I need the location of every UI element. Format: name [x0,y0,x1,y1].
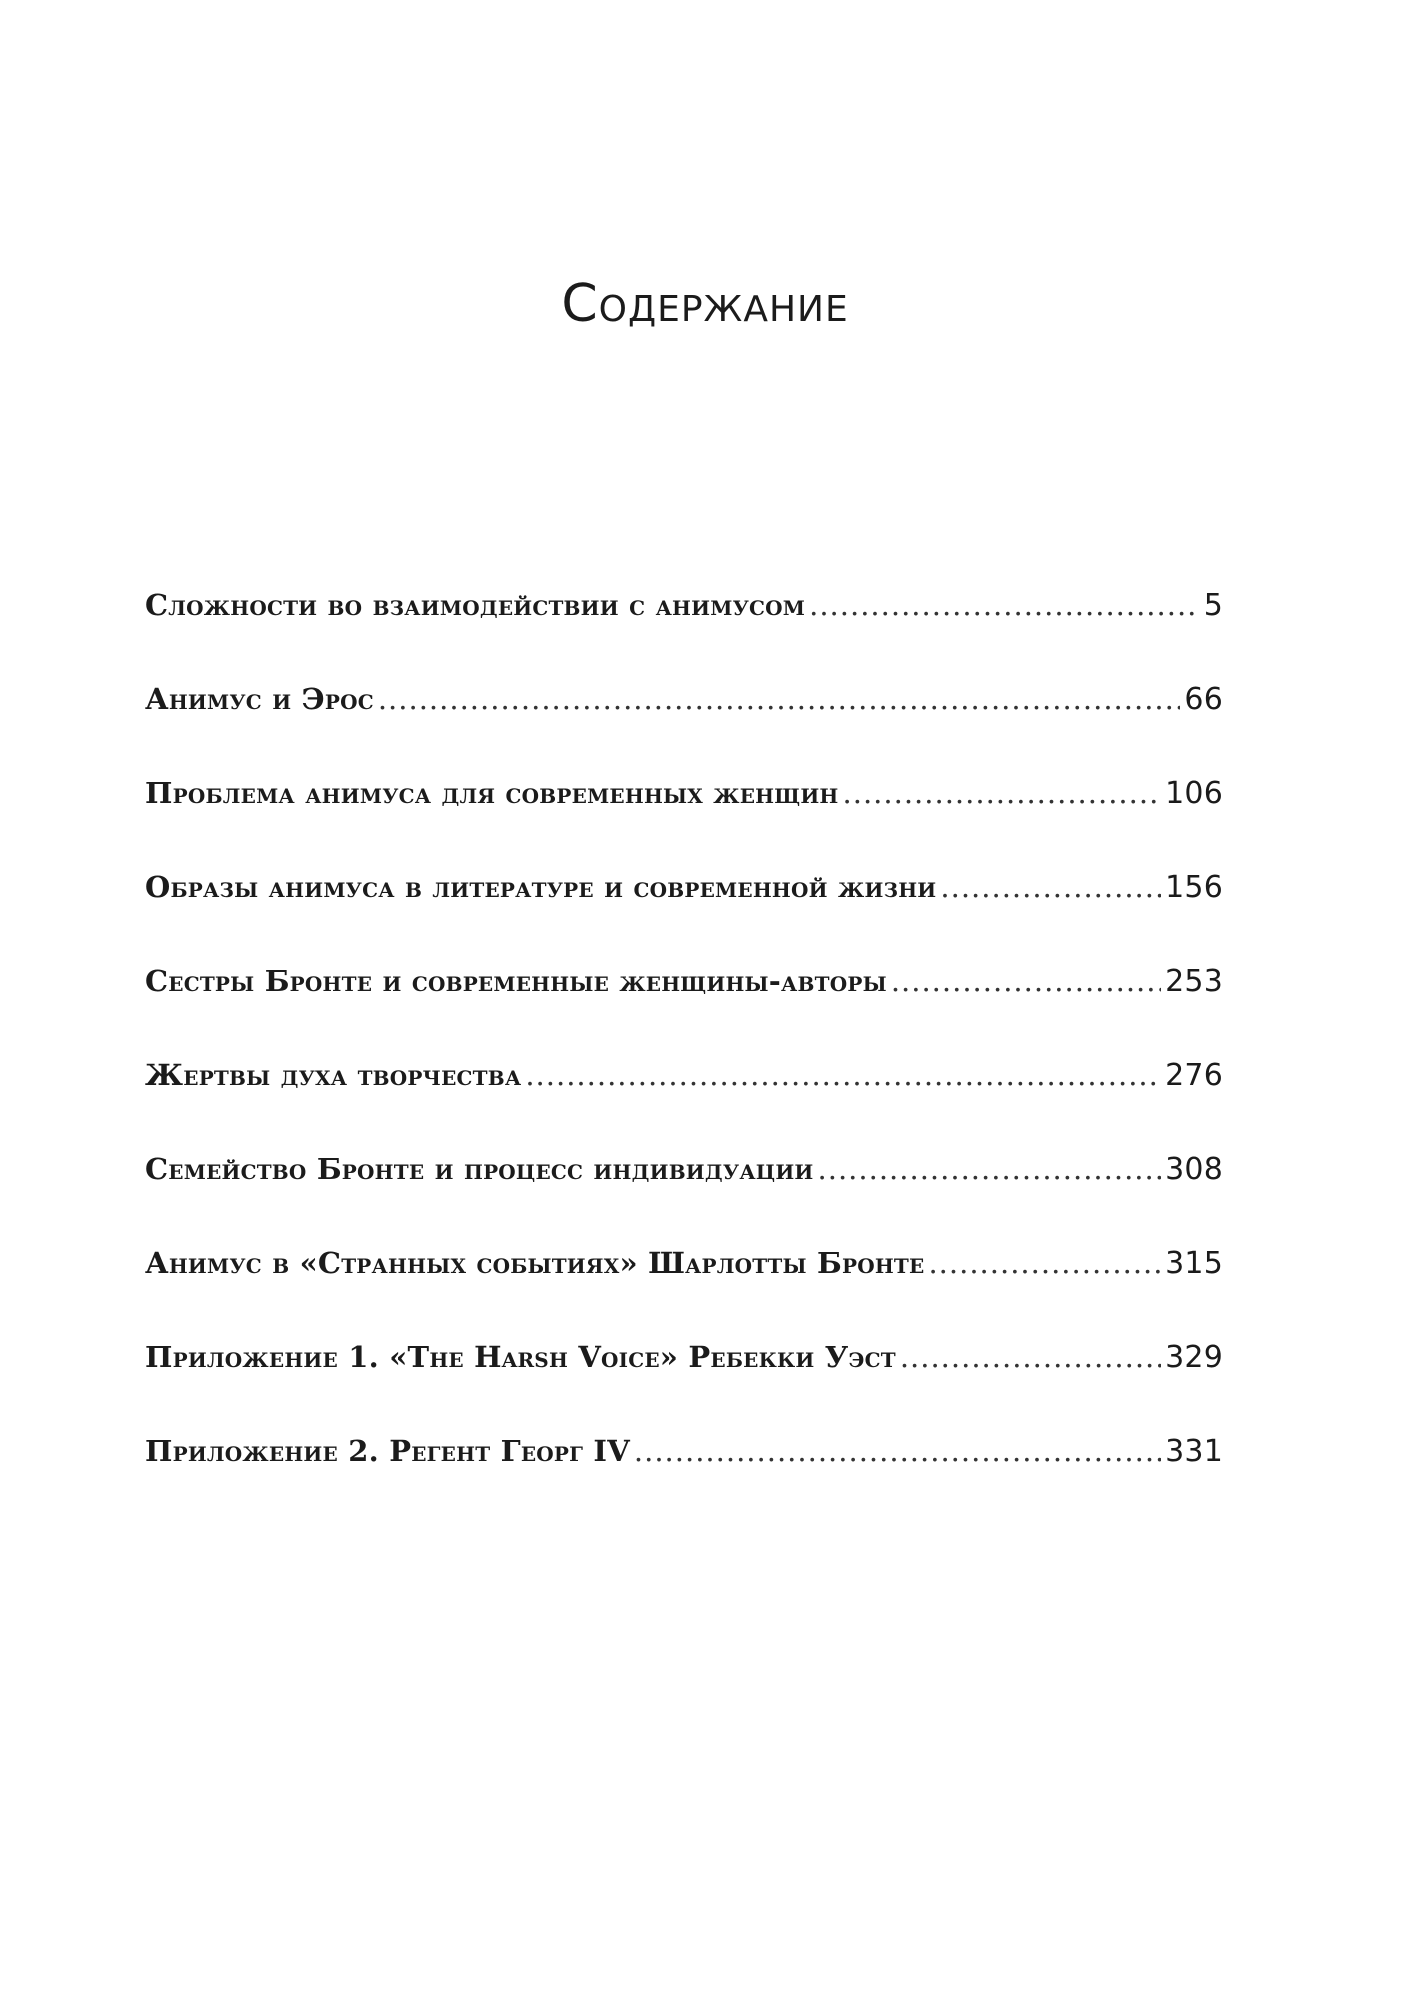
dot-leader [378,682,1181,716]
toc-page-number: 156 [1165,870,1223,905]
dot-leader [525,1058,1161,1092]
toc-page-number: 5 [1203,588,1223,623]
toc-entry [145,1434,1223,1528]
toc-entry-title: Анимус и Эрос [145,682,374,716]
toc-page-number: 276 [1165,1058,1223,1093]
dot-leader [928,1246,1161,1280]
toc-page-number: 329 [1165,1340,1223,1375]
toc-entry-title: Анимус в «Странных событиях» Шарлотты Бронте [145,1246,925,1280]
dot-leader [940,870,1161,904]
toc-page-number: 253 [1165,964,1223,999]
toc-entry [145,776,1223,870]
toc-entry-title: Приложение 2. Регент Георг IV [145,1434,630,1468]
dot-leader [891,964,1161,998]
dot-leader [900,1340,1161,1374]
toc-entry [145,588,1223,682]
toc-page-number: 308 [1165,1152,1223,1187]
page-title: Содержание [561,274,849,334]
toc-entry [145,1246,1223,1340]
toc-entry [145,1058,1223,1152]
dot-leader [843,776,1162,810]
toc-entry [145,1152,1223,1246]
toc-entry-title: Жертвы духа творчества [145,1058,522,1092]
toc-entry-title: Сестры Бронте и современные женщины-авторы [145,964,887,998]
dot-leader [634,1434,1161,1468]
toc-entry [145,870,1223,964]
toc-entry-title: Образы анимуса в литературе и современной жизни [145,870,937,904]
toc-page-number: 331 [1165,1434,1223,1469]
toc-entry-title: Приложение 1. «The Harsh Voice» Ребекки Уэст [145,1340,896,1374]
toc-entry [145,964,1223,1058]
dot-leader [809,588,1200,622]
table-of-contents [145,588,1223,1528]
toc-page-number: 66 [1184,682,1223,717]
dot-leader [818,1152,1162,1186]
toc-entry-title: Проблема анимуса для современных женщин [145,776,839,810]
toc-entry-title: Сложности во взаимодействии с анимусом [145,588,806,622]
toc-entry [145,1340,1223,1434]
toc-page-number: 315 [1165,1246,1223,1281]
toc-entry-title: Семейство Бронте и процесс индивидуации [145,1152,814,1186]
toc-entry [145,682,1223,776]
toc-page-number: 106 [1165,776,1223,811]
